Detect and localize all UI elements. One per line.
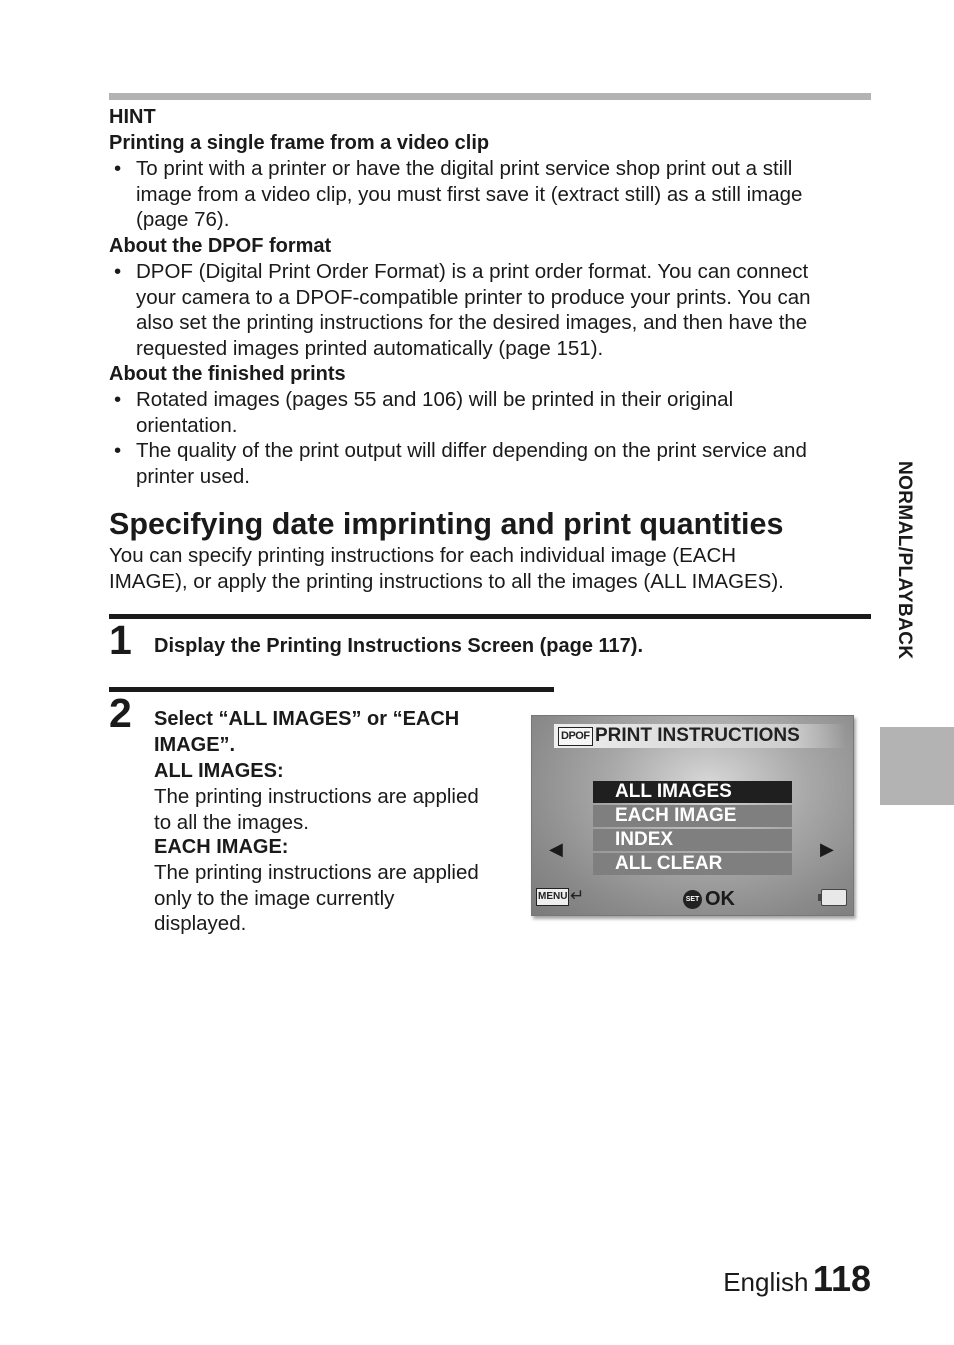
page-footer <box>723 1258 871 1300</box>
screen-title: PRINT INSTRUCTIONS <box>595 725 800 746</box>
side-tab-label: NORMAL/PLAYBACK <box>894 461 915 660</box>
section-title: Specifying date imprinting and print quantities <box>109 507 784 541</box>
step1-rule <box>109 614 871 619</box>
step1-number: 1 <box>109 617 132 663</box>
step2-number: 2 <box>109 690 132 736</box>
bullet-dot: • <box>114 388 122 411</box>
menu-item-all-clear[interactable]: ALL CLEAR <box>593 853 792 875</box>
battery-icon <box>821 889 847 906</box>
bullet-dot: • <box>114 260 122 283</box>
hint-rule <box>109 93 871 100</box>
step2-each-label: EACH IMAGE: <box>154 836 289 858</box>
hint-bullet-quality: The quality of the print output will differ depending on the print service and printer used. <box>136 439 807 488</box>
hint-label: HINT <box>109 106 156 128</box>
menu-item-each-image[interactable]: EACH IMAGE <box>593 805 792 827</box>
hint-bullet-dpof: DPOF (Digital Print Order Format) is a print order format. You can connect your camera to a DPOF-compatible printer to produce your prints. You can also set the printing instructions for the desired images, and then have the requested images printed automatically (page 151). <box>136 260 811 360</box>
hint-heading-dpof: About the DPOF format <box>109 235 332 257</box>
screen-header <box>554 724 846 748</box>
hint-heading-prints: About the finished prints <box>109 363 346 385</box>
step2-all-text: The printing instructions are applied to all the images. <box>154 785 479 834</box>
page-number: 118 <box>812 1258 871 1299</box>
step2-rule <box>109 687 554 692</box>
step2-all-label: ALL IMAGES: <box>154 760 284 782</box>
side-tab-marker <box>880 727 954 805</box>
dpof-icon: DPOF <box>558 727 593 746</box>
section-intro: You can specify printing instructions for each individual image (EACH IMAGE), or apply the printing instructions to all the images (ALL IMAGES). <box>109 544 784 593</box>
ok-label: OK <box>705 888 735 910</box>
footer-language: English <box>723 1267 809 1297</box>
hint-bullet-video: To print with a printer or have the digital print service shop print out a still image from a video clip, you must first save it (extract still) as a still image (page 76). <box>136 157 803 232</box>
bullet-dot: • <box>114 439 122 462</box>
step1-text: Display the Printing Instructions Screen (page 117). <box>154 635 644 657</box>
step2-each-text: The printing instructions are applied only to the image currently displayed. <box>154 861 479 936</box>
camera-screen <box>531 715 854 916</box>
hint-heading-video: Printing a single frame from a video clip <box>109 132 490 154</box>
hint-bullet-rotated: Rotated images (pages 55 and 106) will be printed in their original orientation. <box>136 388 734 437</box>
right-arrow-icon[interactable]: ▶ <box>820 839 834 859</box>
bullet-dot: • <box>114 157 122 180</box>
return-icon: ↵ <box>570 886 585 905</box>
step2-heading: Select “ALL IMAGES” or “EACH IMAGE”. <box>154 708 460 756</box>
left-arrow-icon[interactable]: ◀ <box>549 839 563 859</box>
menu-item-all-images[interactable]: ALL IMAGES <box>593 781 792 803</box>
menu-icon: MENU <box>536 888 569 906</box>
set-icon: SET <box>683 890 702 909</box>
menu-item-index[interactable]: INDEX <box>593 829 792 851</box>
